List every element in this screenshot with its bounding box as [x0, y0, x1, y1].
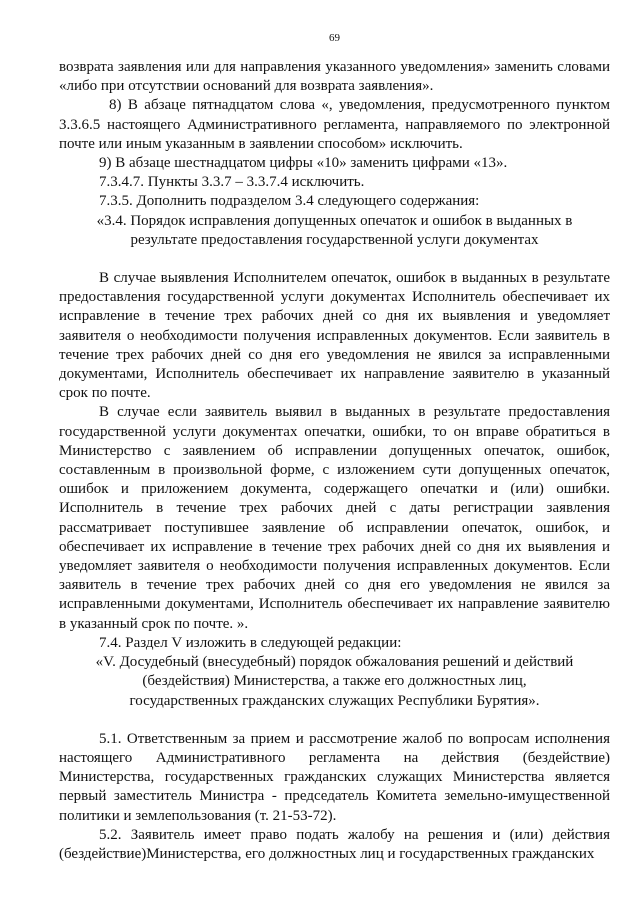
- paragraph: 8) В абзаце пятнадцатом слова «, уведомления, предусмотренного пунктом 3.3.6.5 настоящего Административного регламента, направляемого по электронной почте или иным указанным в заявлении способом» исключить.: [59, 97, 610, 152]
- paragraph: В случае если заявитель выявил в выданных в результате предоставления государственной услуги документах опечатки, ошибки, то он вправе обратиться в Министерство с заявлением об исправлении допущенных опечаток, ошибок, составленным в произвольной форме, с изложением сути допущенных опечаток, ошибок и приложением документа, содержащего опечатки и (или) ошибки. Исполнитель в течение трех рабочих дней с даты регистрации заявления рассматривает поступившее заявление об исправлении опечаток, ошибок, и обеспечивает их исправление в течение трех рабочих дней со дня их выявления и уведомляет заявителя о необходимости получения исправленных документов. Если заявитель в течение трех рабочих дней со дня его уведомления не явился за исправленными документами, Исполнитель обеспечивает их направление заявителю в указанный срок по почте. ».: [59, 404, 610, 632]
- paragraph: 5.2. Заявитель имеет право подать жалобу на решения и (или) действия (бездействие)Министерства, его должностных лиц и государственных гражданских: [59, 826, 610, 862]
- section-heading-v: «V. Досудебный (внесудебный) порядок обжалования решений и действий (бездействия) Министерства, а также его должностных лиц, государственных гражданских служащих Республики Бурятия».: [95, 654, 574, 709]
- paragraph: 7.4. Раздел V изложить в следующей редакции:: [99, 634, 402, 651]
- document-page: [59, 0, 610, 905]
- paragraph: 9) В абзаце шестнадцатом цифры «10» заменить цифрами «13».: [99, 155, 508, 172]
- section-heading-3-4: «3.4. Порядок исправления допущенных опечаток и ошибок в выданных в результате предоставления государственной услуги документах: [96, 212, 573, 248]
- spacer: [59, 711, 610, 730]
- document-body: [59, 58, 610, 864]
- paragraph: 7.3.4.7. Пункты 3.3.7 – 3.3.7.4 исключить.: [99, 174, 365, 191]
- paragraph: возврата заявления или для направления указанного уведомления» заменить словами «либо при отсутствии оснований для возврата заявления».: [59, 59, 610, 95]
- paragraph: В случае выявления Исполнителем опечаток, ошибок в выданных в результате предоставления государственной услуги документах Исполнитель обеспечивает их исправление в течение трех рабочих дней со дня их выявления и уведомляет заявителя о необходимости получения исправленных документов. Если заявитель в течение трех рабочих дней со дня его уведомления не явился за исправленными документами, Исполнитель обеспечивает их направление заявителю в указанный срок по почте.: [59, 270, 610, 402]
- paragraph: 5.1. Ответственным за прием и рассмотрение жалоб по вопросам исполнения настоящего Административного регламента на действия (бездействие) Министерства, государственных гражданских служащих Министерства является первый заместитель Министра - председатель Комитета земельно-имущественной политики и землепользования (т. 21-53-72).: [59, 730, 610, 824]
- spacer: [59, 250, 610, 269]
- paragraph: 7.3.5. Дополнить подразделом 3.4 следующего содержания:: [99, 193, 480, 210]
- page-number: 69: [329, 32, 340, 44]
